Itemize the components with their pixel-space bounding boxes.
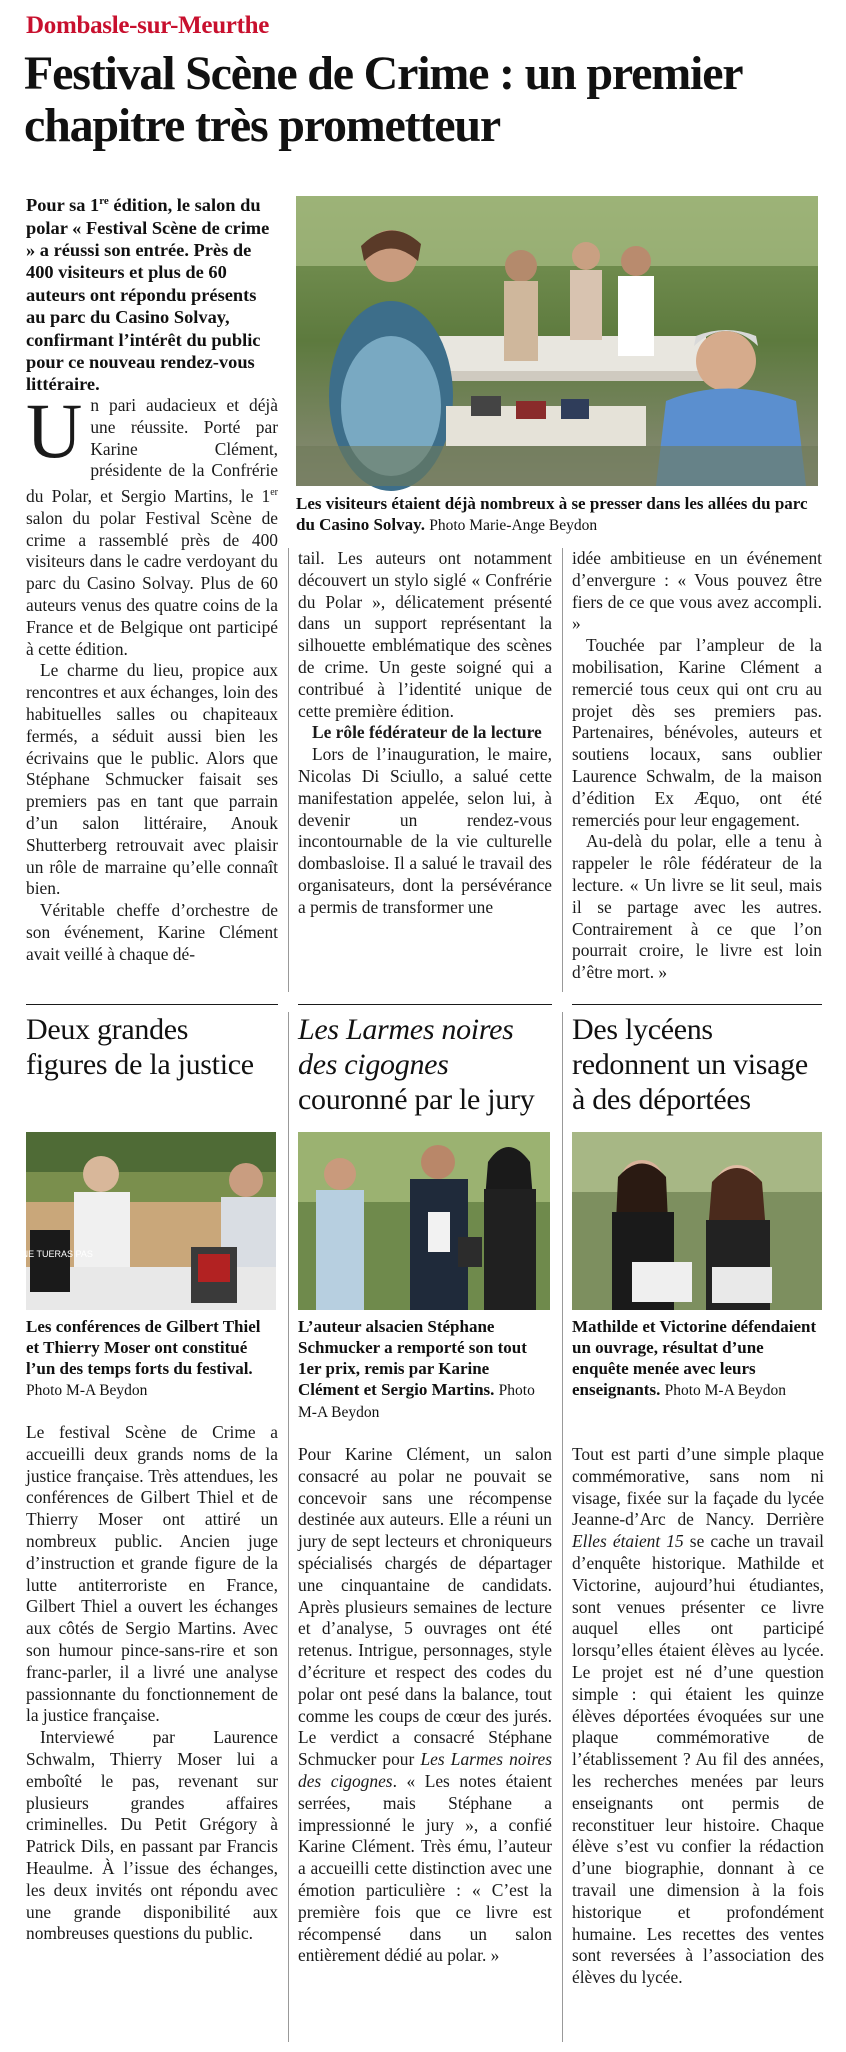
box1-body: [26, 1422, 278, 1945]
paragraph: Véritable cheffe d’orchestre de son événement, Karine Clément avait veillé à chaque dé-: [26, 900, 278, 964]
paragraph: Tout est parti d’une simple plaque commémorative, sans nom ni visage, fixée sur la façade du lycée Jeanne-d’Arc de Nancy. Derrière Elles étaient 15 se cache un travail d’enquête historique. Mathilde et Victorine, aujourd’hui étudiantes, sont venues présenter ce livre auquel elles ont participé lorsqu’elles étaient élèves au lycée. Le projet est né d’une question simple : qui étaient les quinze élèves déportées évoquées sur une plaque commémorative de l’établissement ? Au fil des années, les recherches menées par leurs enseignants ont permis de reconstituer leur histoire. Chaque élève s’est vu confier la rédaction d’une biographie, donnant à ce travail une dimension à la fois historique et profondément humaine. Les recettes des ventes sont reversées à l’association des élèves du lycée.: [572, 1444, 824, 1988]
paragraph: Le festival Scène de Crime a accueilli deux grands noms de la justice française. Très attendues, les conférences de Gilbert Thiel et de Thierry Moser ont attiré un nombreux public. Ancien juge d’instruction et grande figure de la lutte antiterroriste en France, Gilbert Thiel a ouvert les échanges aux côtés de Sergio Martins. Avec son humour pince-sans-rire et son franc-parler, il a livré une analyse passionnante du fonctionnement de la justice française.: [26, 1422, 278, 1726]
book-cover-text: TU NE TUERAS PAS: [7, 1249, 93, 1259]
headline: Festival Scène de Crime : un premier chapitre très prometteur: [24, 47, 742, 152]
section-rule: [298, 1004, 552, 1005]
column-divider: [562, 548, 563, 992]
festival-crowd-image: [296, 196, 818, 486]
drop-cap: U: [26, 387, 83, 474]
article-column-2: [298, 548, 552, 919]
box2-body: [298, 1444, 552, 1967]
box1-caption: Les conférences de Gilbert Thiel et Thierry Moser ont constitué l’un des temps forts du festival. Photo M-A Beydon: [26, 1317, 261, 1399]
box2-photo: [298, 1132, 550, 1310]
article-column-1: Un pari audacieux et déjà une réussite. Porté par Karine Clément, présidente de la Confrérie du Polar, et Sergio Martins, le 1er salon du polar Festival Scène de crime a rassemblé près de 400 visiteurs dans le cadre verdoyant du parc du Casino Solvay. Plus de 60 auteurs venus des quatre coins de la France et de Belgique ont participé à cette édition. Le charme du lieu, propice aux rencontres et aux échanges, loin des habituelles salles ou chapiteaux fermés, a séduit aussi bien les écrivains que le public. Alors que Stéphane Schmucker faisait ses premiers pas en tant que parrain d’un salon littéraire, Anouk Shutterberg retrouvait avec plaisir un rôle de marraine qu’elle connaît bien. Véritable cheffe d’orchestre de son événement, Karine Clément avait veillé à chaque dé-: [26, 387, 278, 964]
paragraph: Lors de l’inauguration, le maire, Nicolas Di Sciullo, a salué cette manifestation appelée, selon lui, à devenir un rendez-vous incontournable de la vie culturelle dombasloise. Il a salué le travail des organisateurs, dont la persévérance a permis de transformer une: [298, 744, 552, 917]
box3-photo: [572, 1132, 822, 1310]
section-rule: [572, 1004, 822, 1005]
box1-photo: [7, 1132, 276, 1310]
box-title-justice: Deux grandes figures de la justice: [26, 1013, 254, 1081]
box-title-students: Des lycéens redonnent un visage à des déportées: [572, 1013, 808, 1116]
main-photo: [296, 196, 818, 486]
article-column-3: [572, 548, 822, 984]
subheading: Le rôle fédérateur de la lecture: [312, 722, 542, 743]
paragraph: Touchée par l’ampleur de la mobilisation, Karine Clément a remercié tous ceux qui ont cru au projet dès ses premiers pas. Partenaires, bénévoles, auteurs et soutiens locaux, sans oublier Laurence Schwalm, de la maison d’édition Ex Æquo, ont été remerciés pour leur engagement.: [572, 635, 822, 830]
box3-body: [572, 1444, 824, 1989]
box3-caption: Mathilde et Victorine défendaient un ouvrage, résultat d’une enquête menée avec leurs enseignants. Photo M-A Beydon: [572, 1317, 817, 1399]
paragraph: Le charme du lieu, propice aux rencontres et aux échanges, loin des habituelles salles ou chapiteaux fermés, a séduit aussi bien les écrivains que le public. Alors que Stéphane Schmucker faisait ses premiers pas en tant que parrain d’un salon littéraire, Anouk Shutterberg retrouvait avec plaisir un rôle de marraine qu’elle connaît bien.: [26, 660, 278, 899]
paragraph: Pour Karine Clément, un salon consacré au polar ne pouvait se concevoir sans une récompense destinée aux auteurs. Elle a réuni un jury de sept lecteurs et chroniqueurs spécialisés chargés de départager une cinquantaine de candidats. Après plusieurs semaines de lecture et d’analyse, 5 ouvrages ont été retenus. Intrigue, personnages, style d’écriture et respect des codes du polar ont pesé dans la balance, tout comme les coups de cœur des jurés. Le verdict a consacré Stéphane Schmucker pour Les Larmes noires des cigognes. « Les notes étaient serrées, mais Stéphane a impressionné le jury », a confié Karine Clément. Très ému, l’auteur a accueilli cette distinction avec une émotion particulière : « C’est la première fois que ce livre est récompensé dans un salon entièrement dédié au polar. »: [298, 1444, 552, 1966]
prize-winner-image: [298, 1132, 550, 1310]
main-photo-caption: Les visiteurs étaient déjà nombreux à se presser dans les allées du parc du Casino Solvay. Photo Marie-Ange Beydon: [296, 494, 808, 534]
paragraph: Au-delà du polar, elle a tenu à rappeler le rôle fédérateur de la lecture. « Un livre se lit seul, mais il se partage avec les autres. Contrairement à ce que l’on pourrait croire, le livre est loin d’être mort. »: [572, 831, 822, 983]
paragraph: idée ambitieuse en un événement d’envergure : « Vous pouvez être fiers de ce que vous avez accompli. »: [572, 548, 822, 634]
section-rule: [26, 1004, 278, 1005]
students-image: [572, 1132, 822, 1310]
paragraph: tail. Les auteurs ont notamment découvert un stylo siglé « Confrérie du Polar », délicatement présenté dans un support représentant la silhouette emblématique des scènes de crime. Un geste soigné qui a contribué à l’identité unique de cette première édition.: [298, 548, 552, 721]
column-divider: [562, 1012, 563, 2042]
box2-caption: L’auteur alsacien Stéphane Schmucker a remporté son tout 1er prix, remis par Karine Clément et Sergio Martins. Photo M-A Beydon: [298, 1317, 535, 1421]
column-divider: [288, 1012, 289, 2042]
lead-paragraph: Pour sa 1re édition, le salon du polar « Festival Scène de crime » a réussi son entrée. Près de 400 visiteurs et plus de 60 auteurs ont répondu présents au parc du Casino Solvay, confirmant l’intérêt du public pour ce nouveau rendez-vous littéraire.: [26, 195, 270, 395]
conference-speakers-image: [7, 1132, 276, 1310]
box-title-prize: Les Larmes noires des cigognes couronné par le jury: [298, 1013, 535, 1116]
column-divider: [288, 548, 289, 992]
kicker-location: Dombasle-sur-Meurthe: [26, 12, 270, 39]
paragraph: Interviewé par Laurence Schwalm, Thierry Moser lui a emboîté le pas, revenant sur plusieurs grandes affaires criminelles. Du Petit Grégory à Patrick Dils, en passant par Francis Heaulme. À l’issue des échanges, les deux invités ont répondu avec une grande disponibilité aux nombreuses questions du public.: [26, 1727, 278, 1944]
